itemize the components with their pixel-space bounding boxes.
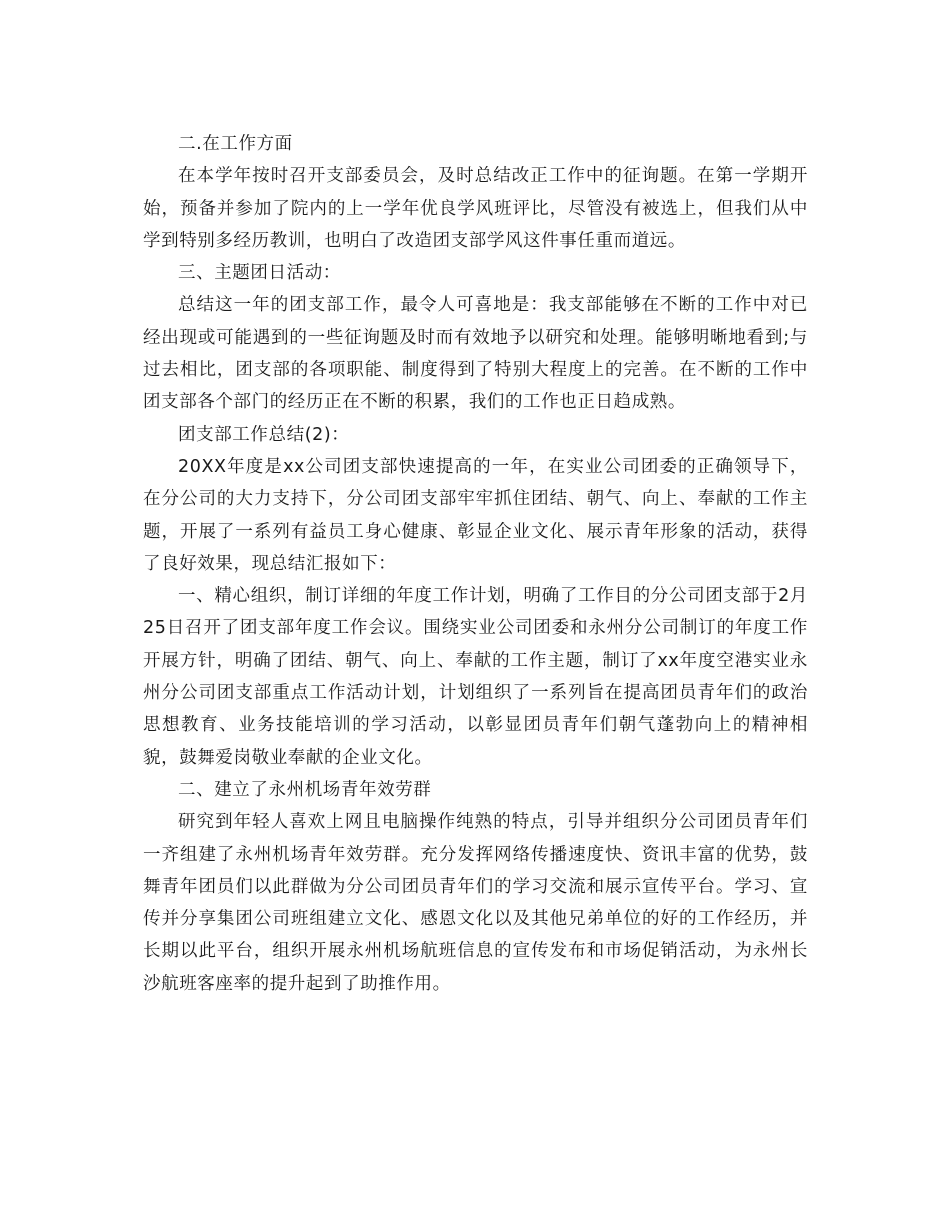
section-heading-service-group: 二、建立了永州机场青年效劳群 — [178, 779, 432, 800]
section-heading-summary-2: 团支部工作总结(2)： — [178, 424, 350, 445]
paragraph-annual-plan: 一、精心组织，制订详细的年度工作计划，明确了工作目的分公司团支部于2月25日召开了团支部年度工作会议。围绕实业公司团委和永州分公司制订的年度工作开展方针，明确了团结、朝气、向上、奉献的工作主题，制订了xx年度空港实业永州分公司团支部重点工作活动计划，计划组织了一系列旨在提高团员青年们的政治思想教育、业务技能培训的学习活动，以彰显团员青年们朝气蓬勃向上的精神相貌，鼓舞爱岗敬业奉献的企业文化。 — [143, 586, 808, 768]
section-heading-work: 二.在工作方面 — [178, 134, 293, 154]
paragraph-service-group: 研究到年轻人喜欢上网且电脑操作纯熟的特点，引导并组织分公司团员青年们一齐组建了永州机场青年效劳群。充分发挥网络传播速度快、资讯丰富的优势，鼓舞青年团员们以此群做为分公司团员青年们的学习交流和展示宣传平台。学习、宣传并分享集团公司班组建立文化、感恩文化以及其他兄弟单位的好的工作经历，并长期以此平台，组织开展永州机场航班信息的宣传发布和市场促销活动，为永州长沙航班客座率的提升起到了助推作用。 — [143, 812, 808, 994]
paragraph-work-summary: 在本学年按时召开支部委员会，及时总结改正工作中的征询题。在第一学期开始，预备并参加了院内的上一学年优良学风班评比，尽管没有被选上，但我们从中学到特别多经历教训，也明白了改造团支部学风这件事任重而道远。 — [143, 166, 808, 251]
document-body — [143, 128, 808, 1000]
paragraph-annual-overview: 20XX年度是xx公司团支部快速提高的一年，在实业公司团委的正确领导下，在分公司的大力支持下，分公司团支部牢牢抓住团结、朝气、向上、奉献的工作主题，开展了一系列有益员工身心健康、彰显企业文化、展示青年形象的活动，获得了良好效果，现总结汇报如下： — [143, 456, 808, 574]
paragraph-theme-activity: 总结这一年的团支部工作，最令人可喜地是：我支部能够在不断的工作中对已经出现或可能遇到的一些征询题及时而有效地予以研究和处理。能够明晰地看到;与过去相比，团支部的各项职能、制度得到了特别大程度上的完善。在不断的工作中团支部各个部门的经历正在不断的积累，我们的工作也正日趋成熟。 — [143, 295, 808, 413]
section-heading-theme-activity: 三、主题团日活动： — [178, 263, 341, 284]
